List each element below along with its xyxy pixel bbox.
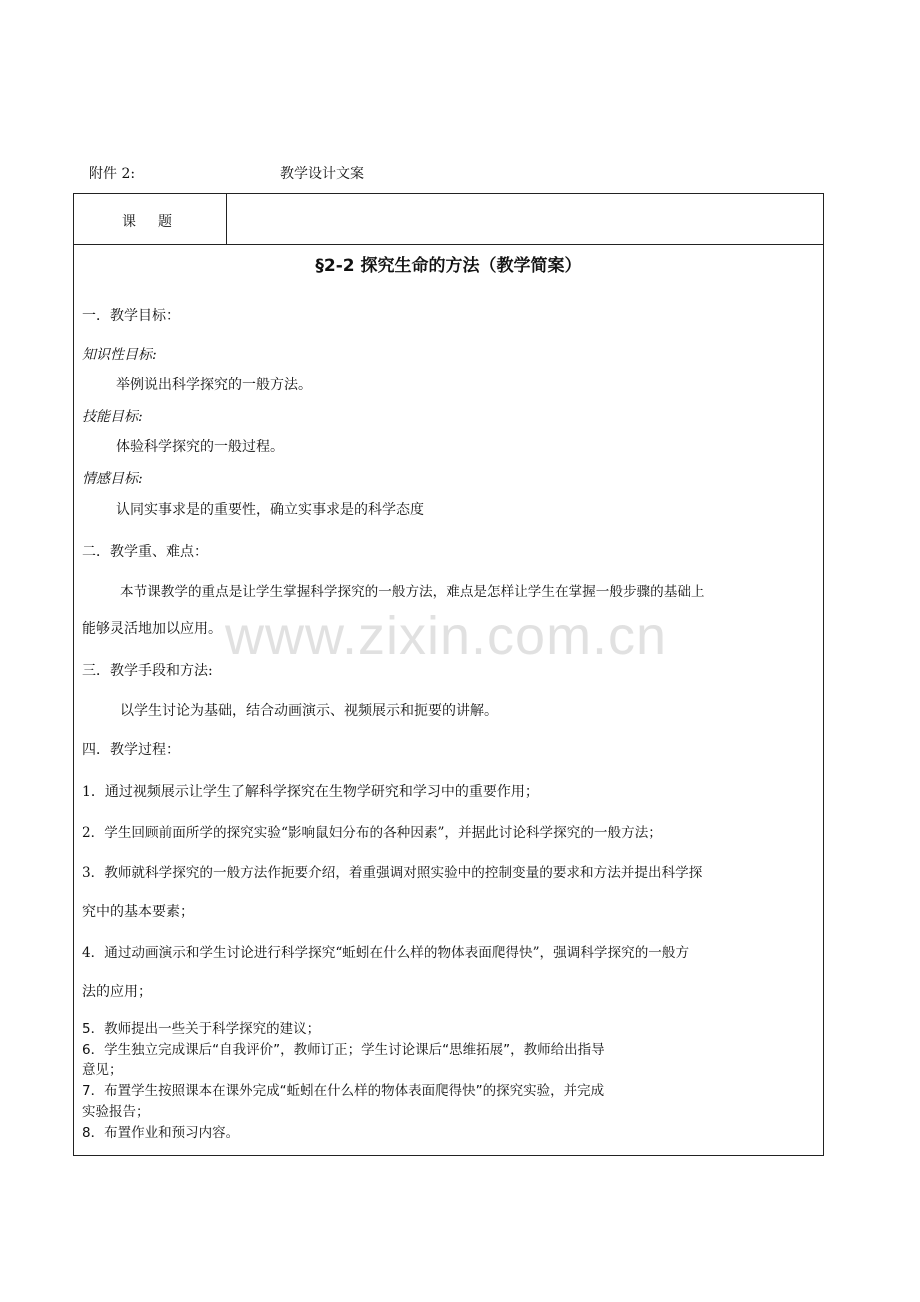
process-step-6-line-1: 6．学生独立完成课后“自我评价”，教师订正；学生讨论课后“思维拓展”，教师给出指导 <box>82 1042 605 1058</box>
process-step-6-line-2: 意见； <box>82 1062 123 1078</box>
process-step-7-line-1: 7．布置学生按照课本在课外完成“蚯蚓在什么样的物体表面爬得快”的探究实验，并完成 <box>82 1083 605 1099</box>
process-step-2: 2．学生回顾前面所学的探究实验“影响鼠妇分布的各种因素”，并据此讨论科学探究的一般方法； <box>82 825 662 841</box>
process-step-8: 8．布置作业和预习内容。 <box>82 1125 240 1141</box>
process-step-3-line-1: 3．教师就科学探究的一般方法作扼要介绍，着重强调对照实验中的控制变量的要求和方法并提出科学探 <box>82 865 703 881</box>
key-points-line-1: 本节课教学的重点是让学生掌握科学探究的一般方法，难点是怎样让学生在掌握一般步骤的基础上 <box>120 584 705 600</box>
process-step-5: 5．教师提出一些关于科学探究的建议； <box>82 1021 321 1037</box>
methods-heading: 三．教学手段和方法: <box>82 663 213 679</box>
objectives-heading: 一．教学目标： <box>82 308 180 324</box>
topic-label: 课题 <box>122 214 194 230</box>
process-step-4-line-1: 4．通过动画演示和学生讨论进行科学探究“蚯蚓在什么样的物体表面爬得快”，强调科学探究的一般方 <box>82 945 690 961</box>
topic-row <box>74 194 823 245</box>
process-step-1: 1．通过视频展示让学生了解科学探究在生物学研究和学习中的重要作用； <box>82 784 539 800</box>
skill-objective-label: 技能目标: <box>82 409 143 425</box>
process-heading: 四．教学过程： <box>82 742 180 758</box>
lesson-title: §2-2 探究生命的方法（教学简案） <box>315 256 582 276</box>
emotion-objective-label: 情感目标: <box>82 471 143 487</box>
document-title: 教学设计文案 <box>280 166 364 182</box>
process-step-7-line-2: 实验报告； <box>82 1104 150 1120</box>
document-header <box>89 163 364 183</box>
skill-objective-text: 体验科学探究的一般过程。 <box>116 439 284 455</box>
lesson-plan-table <box>73 193 824 1156</box>
attachment-label: 附件 2: <box>89 166 136 182</box>
key-points-heading: 二．教学重、难点： <box>82 544 208 560</box>
knowledge-objective-label: 知识性目标: <box>82 347 157 363</box>
topic-label-cell <box>74 194 227 244</box>
methods-text: 以学生讨论为基础，结合动画演示、视频展示和扼要的讲解。 <box>120 703 498 719</box>
watermark: www.zixin.com.cn <box>225 606 668 666</box>
knowledge-objective-text: 举例说出科学探究的一般方法。 <box>116 377 312 393</box>
process-step-3-line-2: 究中的基本要素； <box>82 904 194 920</box>
emotion-objective-text: 认同实事求是的重要性，确立实事求是的科学态度 <box>116 502 424 518</box>
key-points-line-2: 能够灵活地加以应用。 <box>82 621 222 637</box>
process-step-4-line-2: 法的应用； <box>82 984 152 1000</box>
